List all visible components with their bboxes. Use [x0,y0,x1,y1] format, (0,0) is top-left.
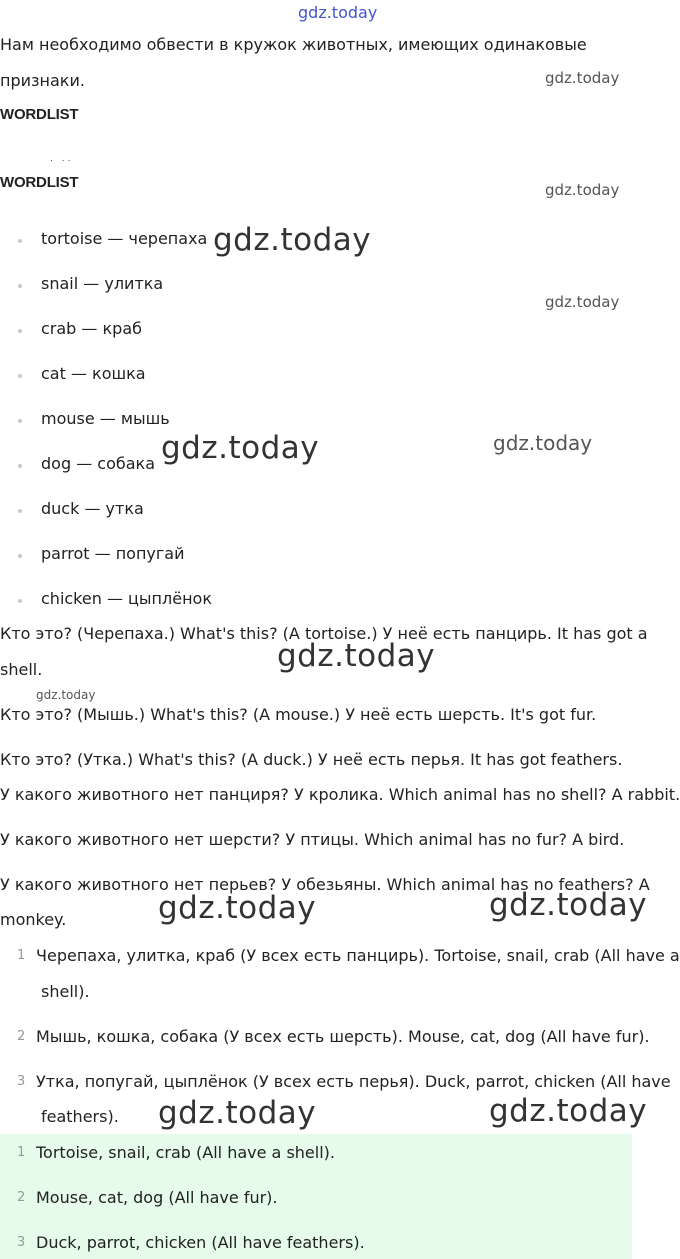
list-number: 3 [17,1235,26,1250]
intro-line-1: Нам необходимо обвести в кружок животных, имеющих одинаковые [0,35,587,54]
bullet-icon [18,284,22,288]
bullet-icon [18,554,22,558]
intro-line-2: признаки. [0,71,85,90]
bullet-icon [18,464,22,468]
word-item: dog — собака [41,454,155,473]
word-item: tortoise — черепаха [41,229,208,248]
watermark-small: gdz.today [545,181,620,199]
numbered-line: Черепаха, улитка, краб (У всех есть панцирь). Tortoise, snail, crab (All have a [36,946,680,965]
bullet-icon [18,599,22,603]
watermark-medium: gdz.today [493,431,593,455]
qa-line: shell. [0,660,43,679]
answer-item: Mouse, cat, dog (All have fur). [36,1188,278,1207]
bullet-icon [18,419,22,423]
watermark-small: gdz.today [545,69,620,87]
qa-line: Кто это? (Черепаха.) What's this? (A tortoise.) У неё есть панцирь. It has got a [0,624,648,643]
word-item: cat — кошка [41,364,146,383]
watermark-large: gdz.today [489,887,648,923]
watermark-large: gdz.today [161,430,320,466]
watermark-large: gdz.today [158,1095,317,1131]
watermark-small: gdz.today [545,293,620,311]
numbered-line: Утка, попугай, цыплёнок (У всех есть перья). Duck, parrot, chicken (All have [36,1072,671,1091]
watermark-top: gdz.today [298,3,378,22]
word-item: mouse — мышь [41,409,170,428]
numbered-line: Мышь, кошка, собака (У всех есть шерсть). Mouse, cat, dog (All have fur). [36,1027,650,1046]
numbered-line: shell). [41,982,90,1001]
qa-line: monkey. [0,910,67,929]
list-number: 2 [17,1190,26,1205]
word-item: crab — краб [41,319,142,338]
bullet-icon [18,509,22,513]
bullet-icon [18,239,22,243]
qa-line: Кто это? (Мышь.) What's this? (A mouse.) У неё есть шерсть. It's got fur. [0,705,597,724]
qa-line: У какого животного нет перьев? У обезьяны. Which animal has no feathers? A [0,875,650,894]
cut-fragment: . .. [50,154,74,164]
answer-item: Tortoise, snail, crab (All have a shell). [36,1143,335,1162]
bullet-icon [18,374,22,378]
word-item: duck — утка [41,499,144,518]
qa-line: У какого животного нет панциря? У кролика. Which animal has no shell? A rabbit. [0,785,680,804]
watermark-large: gdz.today [213,222,372,258]
watermark-tiny: gdz.today [36,688,96,702]
watermark-large: gdz.today [489,1093,648,1129]
qa-line: У какого животного нет шерсти? У птицы. Which animal has no fur? A bird. [0,830,625,849]
numbered-line: feathers). [41,1107,119,1126]
wordlist-heading-1: WORDLIST [0,106,79,123]
bullet-icon [18,329,22,333]
word-item: parrot — попугай [41,544,185,563]
list-number: 2 [17,1029,26,1044]
wordlist-heading-2: WORDLIST [0,174,79,191]
list-number: 1 [17,948,26,963]
list-number: 3 [17,1074,26,1089]
list-number: 1 [17,1145,26,1160]
qa-line: Кто это? (Утка.) What's this? (A duck.) У неё есть перья. It has got feathers. [0,750,623,769]
answer-item: Duck, parrot, chicken (All have feathers). [36,1233,365,1252]
watermark-large: gdz.today [277,638,436,674]
word-item: chicken — цыплёнок [41,589,212,608]
word-item: snail — улитка [41,274,164,293]
watermark-large: gdz.today [158,890,317,926]
